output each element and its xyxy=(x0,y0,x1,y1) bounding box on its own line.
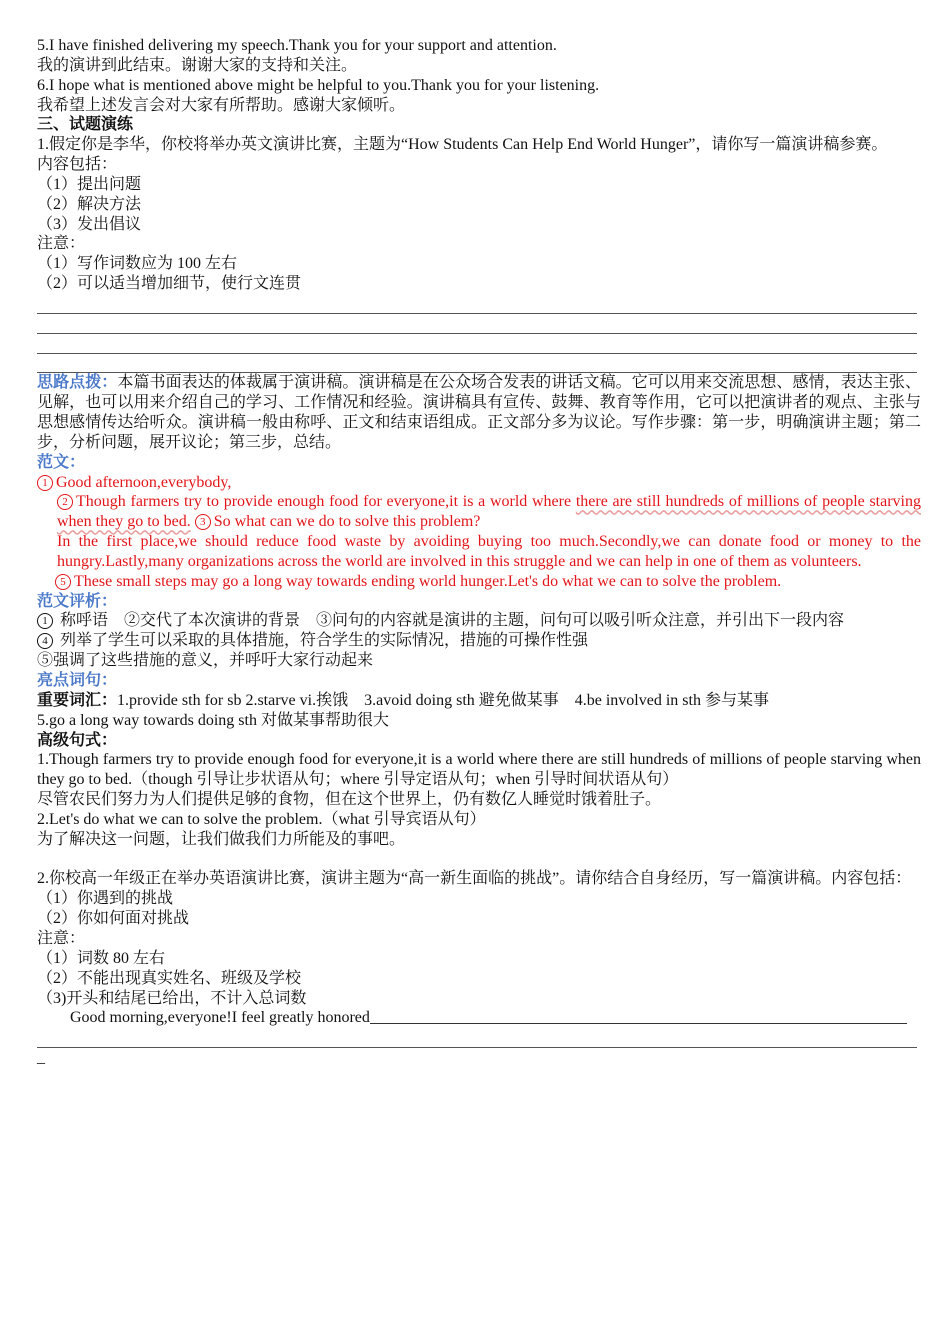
intro-line: 我希望上述发言会对大家有所帮助。感谢大家倾听。 xyxy=(37,96,406,114)
sample-s1: Good afternoon,everybody, xyxy=(56,473,232,491)
vocab-line: 1.provide sth for sb 2.starve vi.挨饿 3.avoid doing sth 避免做某事 4.be involved in sth 参与某事 xyxy=(117,691,769,709)
highlights-label: 亮点词句： xyxy=(37,672,118,689)
intro-line: 我的演讲到此结束。谢谢大家的支持和关注。 xyxy=(37,56,358,74)
review-r4: 列举了学生可以采取的具体措施，符合学生的实际情况，措施的可操作性强 xyxy=(60,632,589,650)
review-marker-4: 4 xyxy=(37,633,53,649)
sample-p4: In the first place,we should reduce food waste by avoiding buying too much.Secondly,we can donate food or money to the hungry.Lastly,many organizations across the world are involved in this struggle and we can help in one of them as volunteers. xyxy=(57,533,921,570)
review-label: 范文评析： xyxy=(37,592,118,610)
review-r5: ⑤强调了这些措施的意义，并呼吁大家行动起来 xyxy=(37,652,374,670)
marker-3: 3 xyxy=(195,514,211,530)
task1-item: （3）发出倡议 xyxy=(37,215,142,233)
task1-content-label: 内容包括： xyxy=(37,156,118,174)
analysis-label: 思路点拨： xyxy=(37,374,118,392)
answer-line[interactable] xyxy=(37,334,917,354)
answer-blank[interactable] xyxy=(370,1008,907,1024)
task1-item: （1）提出问题 xyxy=(37,175,142,193)
task1-prompt: 1.假定你是李华，你校将举办英文演讲比赛，主题为“How Students Can Help End World Hunger”，请你写一篇演讲稿参赛。 xyxy=(37,136,888,154)
syntax-1: 1.Though farmers try to provide enough food for everyone,it is a world where there are still hundreds of millions of people starving when they go to bed.（though 引导让步状语从句；where 引导定语从句；when 引导时间状语从句） xyxy=(37,751,921,789)
task1-notes-label: 注意： xyxy=(37,235,86,253)
syntax-2-cn: 为了解决这一问题，让我们做我们力所能及的事吧。 xyxy=(37,830,406,848)
task2-note: （3)开头和结尾已给出，不计入总词数 xyxy=(37,989,307,1007)
analysis-paragraph xyxy=(37,373,921,452)
sample-label: 范文： xyxy=(37,453,86,471)
task2-note: （2）不能出现真实姓名、班级及学校 xyxy=(37,969,302,987)
section-title: 三、试题演练 xyxy=(37,116,134,134)
syntax-2: 2.Let's do what we can to solve the problem.（what 引导宾语从句） xyxy=(37,810,486,828)
vocab-label: 重要词汇： xyxy=(37,691,118,709)
document-page xyxy=(37,36,921,1068)
task1-item: （2）解决方法 xyxy=(37,195,142,213)
spacer xyxy=(37,850,921,870)
task1-note: （1）写作词数应为 100 左右 xyxy=(37,255,238,273)
trailing-mark: _ xyxy=(37,1049,45,1067)
task1-note: （2）可以适当增加细节，使行文连贯 xyxy=(37,275,302,293)
marker-5: 5 xyxy=(55,574,71,590)
intro-line: 5.I have finished delivering my speech.Thank you for your support and attention. xyxy=(37,37,557,54)
answer-line[interactable] xyxy=(37,314,917,334)
marker-2: 2 xyxy=(57,494,73,510)
answer-line[interactable] xyxy=(37,354,917,374)
review-r1: 称呼语 ②交代了本次演讲的背景 ③问句的内容就是演讲的主题，问句可以吸引听众注意，并引出下一段内容 xyxy=(60,612,845,630)
sample-essay xyxy=(37,473,921,592)
intro-line: 6.I hope what is mentioned above might be helpful to you.Thank you for your listening. xyxy=(37,76,600,94)
sample-s3: So what can we do to solve this problem? xyxy=(213,513,481,531)
sample-s2b: there are still hundreds of millions of people starving when they go to bed. xyxy=(57,493,921,531)
syntax-label: 高级句式： xyxy=(37,731,118,749)
review-marker-1: 1 xyxy=(37,613,53,629)
sample-s5: These small steps may go a long way towards ending world hunger.Let's do what we can to solve the problem. xyxy=(74,572,782,590)
task2-item: （2）你如何面对挑战 xyxy=(37,910,190,928)
analysis-text: 本篇书面表达的体裁属于演讲稿。演讲稿是在公众场合发表的讲话文稿。它可以用来交流思想、感情，表达主张、见解，也可以用来介绍自己的学习、工作情况和经验。演讲稿具有宣传、鼓舞、教育等作用，它可以把演讲者的观点、主张与思想感情传达给听众。演讲稿一般由称呼、正文和结束语组成。正文部分多为议论。写作步骤：第一步，明确演讲主题；第二步，分析问题，展开议论；第三步，总结。 xyxy=(37,374,921,451)
marker-1: 1 xyxy=(37,475,53,491)
answer-line[interactable] xyxy=(37,1028,917,1048)
answer-line[interactable] xyxy=(37,294,917,314)
vocab-line: 5.go a long way towards doing sth 对做某事帮助很大 xyxy=(37,711,389,729)
task2-notes-label: 注意： xyxy=(37,929,86,947)
syntax-1-cn: 尽管农民们努力为人们提供足够的食物，但在这个世界上，仍有数亿人睡觉时饿着肚子。 xyxy=(37,791,662,809)
task2-opening: Good morning,everyone!I feel greatly honored xyxy=(70,1009,370,1027)
task2-note: （1）词数 80 左右 xyxy=(37,949,166,967)
task2-item: （1）你遇到的挑战 xyxy=(37,890,174,908)
sample-s2a: Though farmers try to provide enough food for everyone,it is a world where xyxy=(76,493,576,511)
task2-prompt: 2.你校高一年级正在举办英语演讲比赛，演讲主题为“高一新生面临的挑战”。请你结合自身经历，写一篇演讲稿。内容包括： xyxy=(37,870,912,888)
